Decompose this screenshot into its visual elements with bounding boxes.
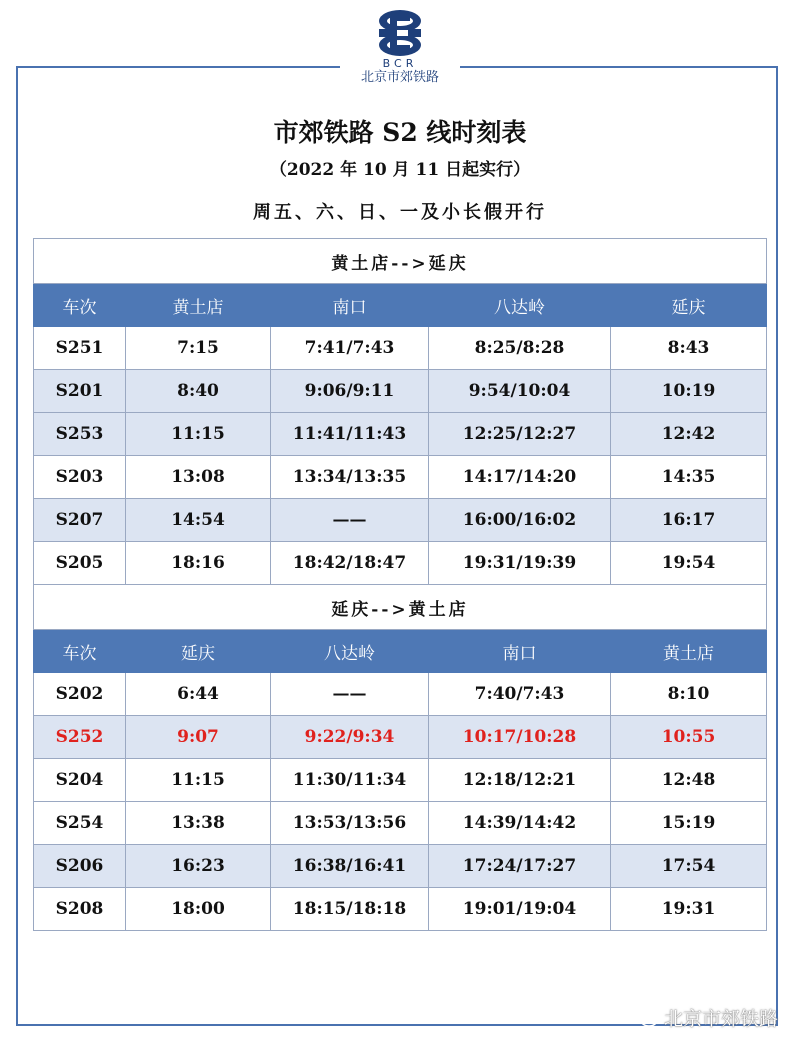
col-station: 延庆 [611, 284, 767, 327]
time-cell: 19:01/19:04 [429, 888, 611, 931]
wechat-icon [632, 1008, 658, 1028]
col-station: 南口 [271, 284, 429, 327]
time-cell: 6:44 [126, 673, 271, 716]
wechat-watermark [632, 1004, 778, 1031]
time-cell: 14:54 [126, 499, 271, 542]
time-cell: 9:07 [126, 716, 271, 759]
time-cell: 19:31 [611, 888, 767, 931]
time-cell: 19:31/19:39 [429, 542, 611, 585]
time-cell: 11:30/11:34 [271, 759, 429, 802]
inbound-direction-row [34, 585, 767, 630]
time-cell: 19:54 [611, 542, 767, 585]
effective-date: （2022 年 10 月 11 日起实行） [269, 160, 531, 180]
time-cell: 10:55 [611, 716, 767, 759]
time-cell: 16:23 [126, 845, 271, 888]
table-row [34, 499, 767, 542]
time-cell: 7:41/7:43 [271, 327, 429, 370]
train-number: S204 [34, 759, 126, 802]
time-cell: 8:10 [611, 673, 767, 716]
col-station: 八达岭 [271, 630, 429, 673]
bcr-logo-icon [376, 8, 424, 58]
time-cell: 11:15 [126, 413, 271, 456]
time-cell: 18:42/18:47 [271, 542, 429, 585]
table-row [34, 370, 767, 413]
train-number: S206 [34, 845, 126, 888]
inbound-header-row [34, 630, 767, 673]
watermark-text: 北京市郊铁路 [663, 1008, 778, 1030]
train-number: S208 [34, 888, 126, 931]
time-cell: 9:22/9:34 [271, 716, 429, 759]
time-cell: 13:53/13:56 [271, 802, 429, 845]
time-cell: 12:18/12:21 [429, 759, 611, 802]
table-row [34, 327, 767, 370]
table-row [34, 888, 767, 931]
train-number: S252 [34, 716, 126, 759]
table-row-highlighted [34, 716, 767, 759]
col-station: 黄土店 [126, 284, 271, 327]
train-number: S253 [34, 413, 126, 456]
time-cell: 13:38 [126, 802, 271, 845]
time-cell: 10:19 [611, 370, 767, 413]
time-cell: 14:39/14:42 [429, 802, 611, 845]
inbound-direction: 延庆-->黄土店 [34, 585, 767, 630]
col-station: 延庆 [126, 630, 271, 673]
train-number: S203 [34, 456, 126, 499]
time-cell: 14:17/14:20 [429, 456, 611, 499]
logo-org-name: 北京市郊铁路 [360, 70, 439, 85]
train-number: S205 [34, 542, 126, 585]
page-title: 市郊铁路 S2 线时刻表 [273, 118, 527, 147]
time-cell: —— [271, 673, 429, 716]
time-cell: 16:17 [611, 499, 767, 542]
time-cell: 11:41/11:43 [271, 413, 429, 456]
outbound-header-row [34, 284, 767, 327]
time-cell: 12:25/12:27 [429, 413, 611, 456]
logo-abbr: BCR [382, 57, 418, 70]
table-row [34, 845, 767, 888]
table-row [34, 456, 767, 499]
outbound-direction-row [34, 239, 767, 284]
col-train-no: 车次 [34, 284, 126, 327]
time-cell: 18:16 [126, 542, 271, 585]
time-cell: 8:43 [611, 327, 767, 370]
col-train-no: 车次 [34, 630, 126, 673]
time-cell: 13:08 [126, 456, 271, 499]
time-cell: 15:19 [611, 802, 767, 845]
train-number: S207 [34, 499, 126, 542]
time-cell: 9:54/10:04 [429, 370, 611, 413]
time-cell: 8:40 [126, 370, 271, 413]
time-cell: 17:54 [611, 845, 767, 888]
time-cell: —— [271, 499, 429, 542]
time-cell: 9:06/9:11 [271, 370, 429, 413]
table-row [34, 673, 767, 716]
train-number: S251 [34, 327, 126, 370]
train-number: S202 [34, 673, 126, 716]
time-cell: 11:15 [126, 759, 271, 802]
col-station: 八达岭 [429, 284, 611, 327]
table-row [34, 542, 767, 585]
time-cell: 7:15 [126, 327, 271, 370]
table-row [34, 413, 767, 456]
time-cell: 7:40/7:43 [429, 673, 611, 716]
bcr-logo [340, 8, 460, 100]
timetable [33, 238, 767, 931]
time-cell: 14:35 [611, 456, 767, 499]
time-cell: 16:38/16:41 [271, 845, 429, 888]
time-cell: 16:00/16:02 [429, 499, 611, 542]
time-cell: 17:24/17:27 [429, 845, 611, 888]
train-number: S254 [34, 802, 126, 845]
time-cell: 13:34/13:35 [271, 456, 429, 499]
time-cell: 18:15/18:18 [271, 888, 429, 931]
outbound-direction: 黄土店-->延庆 [34, 239, 767, 284]
col-station: 黄土店 [611, 630, 767, 673]
time-cell: 18:00 [126, 888, 271, 931]
time-cell: 12:42 [611, 413, 767, 456]
time-cell: 10:17/10:28 [429, 716, 611, 759]
train-number: S201 [34, 370, 126, 413]
col-station: 南口 [429, 630, 611, 673]
time-cell: 8:25/8:28 [429, 327, 611, 370]
table-row [34, 759, 767, 802]
table-row [34, 802, 767, 845]
operating-days-note: 周五、六、日、一及小长假开行 [253, 202, 547, 223]
time-cell: 12:48 [611, 759, 767, 802]
